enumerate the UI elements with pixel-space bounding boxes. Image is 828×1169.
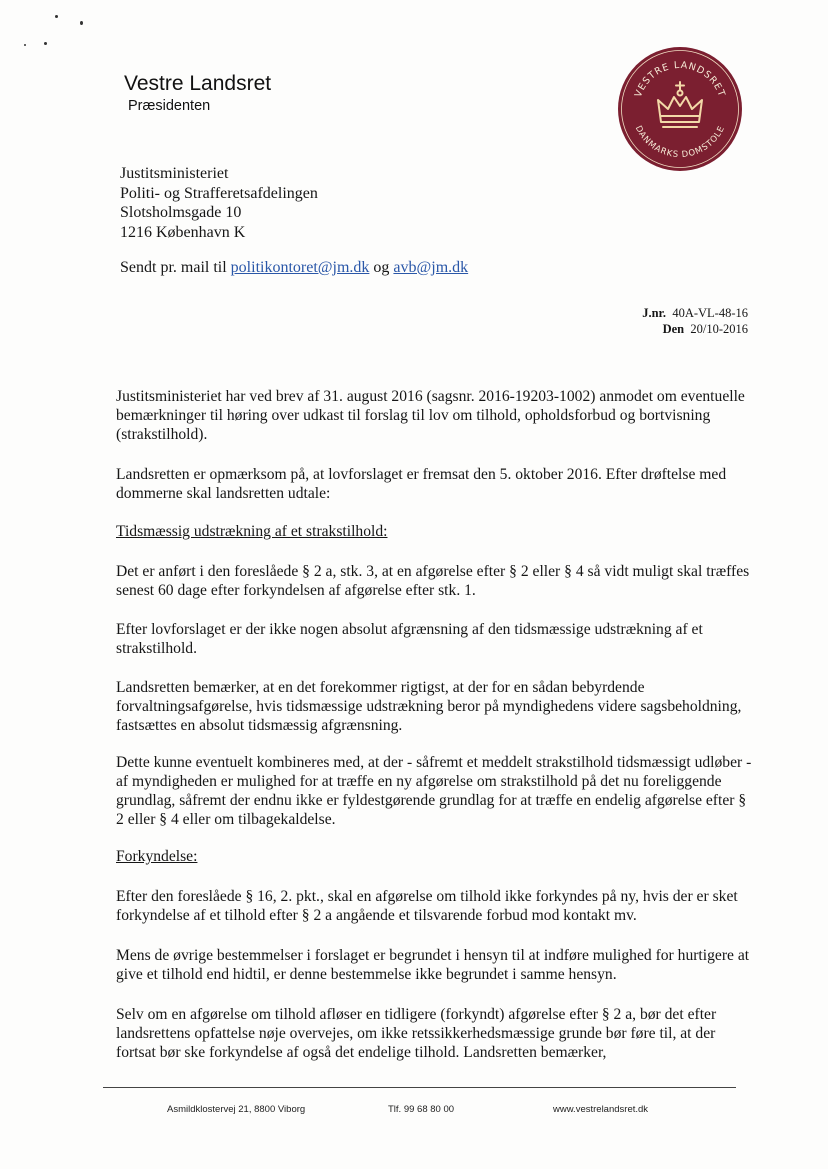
sent-prefix: Sendt pr. mail til [120, 259, 231, 276]
email-link-politikontoret[interactable]: politikontoret@jm.dk [230, 259, 370, 276]
sent-by-mail-line [120, 259, 468, 277]
paragraph-section-2a: Det er anført i den foreslåede § 2 a, stk. 3, at en afgørelse efter § 2 eller § 4 så vidt muligt skal træffes senest 60 dage efter forkyndelsen af afgørelse efter stk. 1. [116, 563, 750, 599]
court-name: Vestre Landsret [124, 72, 272, 95]
paragraph-combination: Dette kunne eventuelt kombineres med, at der - såfremt et meddelt strakstilhold tidsmæssigt udløber - af myndigheden er mulighed for at træffe en ny afgørelse om strakstilhold på det nu foreliggende grundlag, såfremt der endnu ikke er fyldestgørende grundlag for at træffe en endelig afgørelse efter § 2 eller § 4 eller om tilbagekaldelse. [116, 754, 752, 828]
recipient-line: Slotsholmsgade 10 [120, 204, 242, 221]
section-heading-service: Forkyndelse: [116, 848, 198, 865]
paragraph-court-remark: Landsretten bemærker, at en det forekommer rigtigst, at der for en sådan bebyrdende forvaltningsafgørelse, hvis tidsmæssige udstrækning beror på myndighedens videre sagsbeholdning, fastsættes en absolut tidsmæssig afgrænsning. [116, 679, 742, 734]
paragraph-request: Justitsministeriet har ved brev af 31. august 2016 (sagsnr. 2016-19203-1002) anmodet om eventuelle bemærkninger til høring over udkast til forslag til lov om tilhold, opholdsforbud og bortvisning (strakstilhold). [116, 388, 745, 443]
footer-phone: Tlf. 99 68 80 00 [388, 1104, 455, 1115]
seal-bottom-text: DANMARKS DOMSTOLE [632, 124, 728, 161]
recipient-line: 1216 København K [120, 223, 246, 241]
scan-speck [44, 42, 47, 45]
recipient-address [120, 164, 318, 242]
court-seal-logo [617, 46, 743, 172]
paragraph-other-provisions: Mens de øvrige bestemmelser i forslaget er begrundet i hensyn til at indføre mulighed for hurtigere at give et tilhold end hidtil, er denne bestemmelse ikke begrundet i samme hensyn. [116, 947, 750, 983]
paragraph-legal-certainty: Selv om en afgørelse om tilhold afløser en tidligere (forkyndt) afgørelse efter § 2 a, bør det efter landsrettens opfattelse nøje overvejes, om ikke retssikkerhedsmæssige grunde bør føre til, at der fortsat bør ske forkyndelse af også det endelige tilhold. Landsretten bemærker, [116, 1006, 717, 1061]
email-link-avb[interactable]: avb@jm.dk [393, 259, 469, 276]
scan-speck [80, 21, 83, 25]
scan-speck [55, 15, 58, 18]
date-value: 20/10-2016 [690, 322, 748, 336]
paragraph-awareness: Landsretten er opmærksom på, at lovforslaget er fremsat den 5. oktober 2016. Efter drøftelse med dommerne skal landsretten udtale: [116, 466, 727, 502]
date-label: Den [662, 322, 685, 336]
footer-divider [103, 1087, 736, 1088]
paragraph-section-16: Efter den foreslåede § 16, 2. pkt., skal en afgørelse om tilhold ikke forkyndes på ny, hvis der er sket forkyndelse af et tilhold efter § 2 a angående et tilsvarende forbud mod kontakt mv. [116, 888, 738, 924]
footer-website[interactable]: www.vestrelandsret.dk [553, 1104, 649, 1115]
seal-top-text: VESTRE LANDSRET [632, 59, 728, 99]
office-name: Præsidenten [128, 98, 211, 114]
jnr-label: J.nr. [642, 306, 667, 320]
scan-speck [24, 44, 26, 46]
sent-connector: og [369, 259, 394, 276]
paragraph-no-limit: Efter lovforslaget er der ikke nogen absolut afgrænsning af den tidsmæssige udstrækning af et strakstilhold. [116, 621, 703, 657]
section-heading-duration: Tidsmæssig udstrækning af et strakstilhold: [116, 523, 388, 540]
footer-address: Asmildklostervej 21, 8800 Viborg [167, 1104, 306, 1115]
reference-block [560, 305, 748, 337]
recipient-line: Politi- og Strafferetsafdelingen [120, 184, 318, 202]
recipient-line: Justitsministeriet [120, 165, 229, 182]
jnr-value: 40A-VL-48-16 [672, 306, 748, 320]
